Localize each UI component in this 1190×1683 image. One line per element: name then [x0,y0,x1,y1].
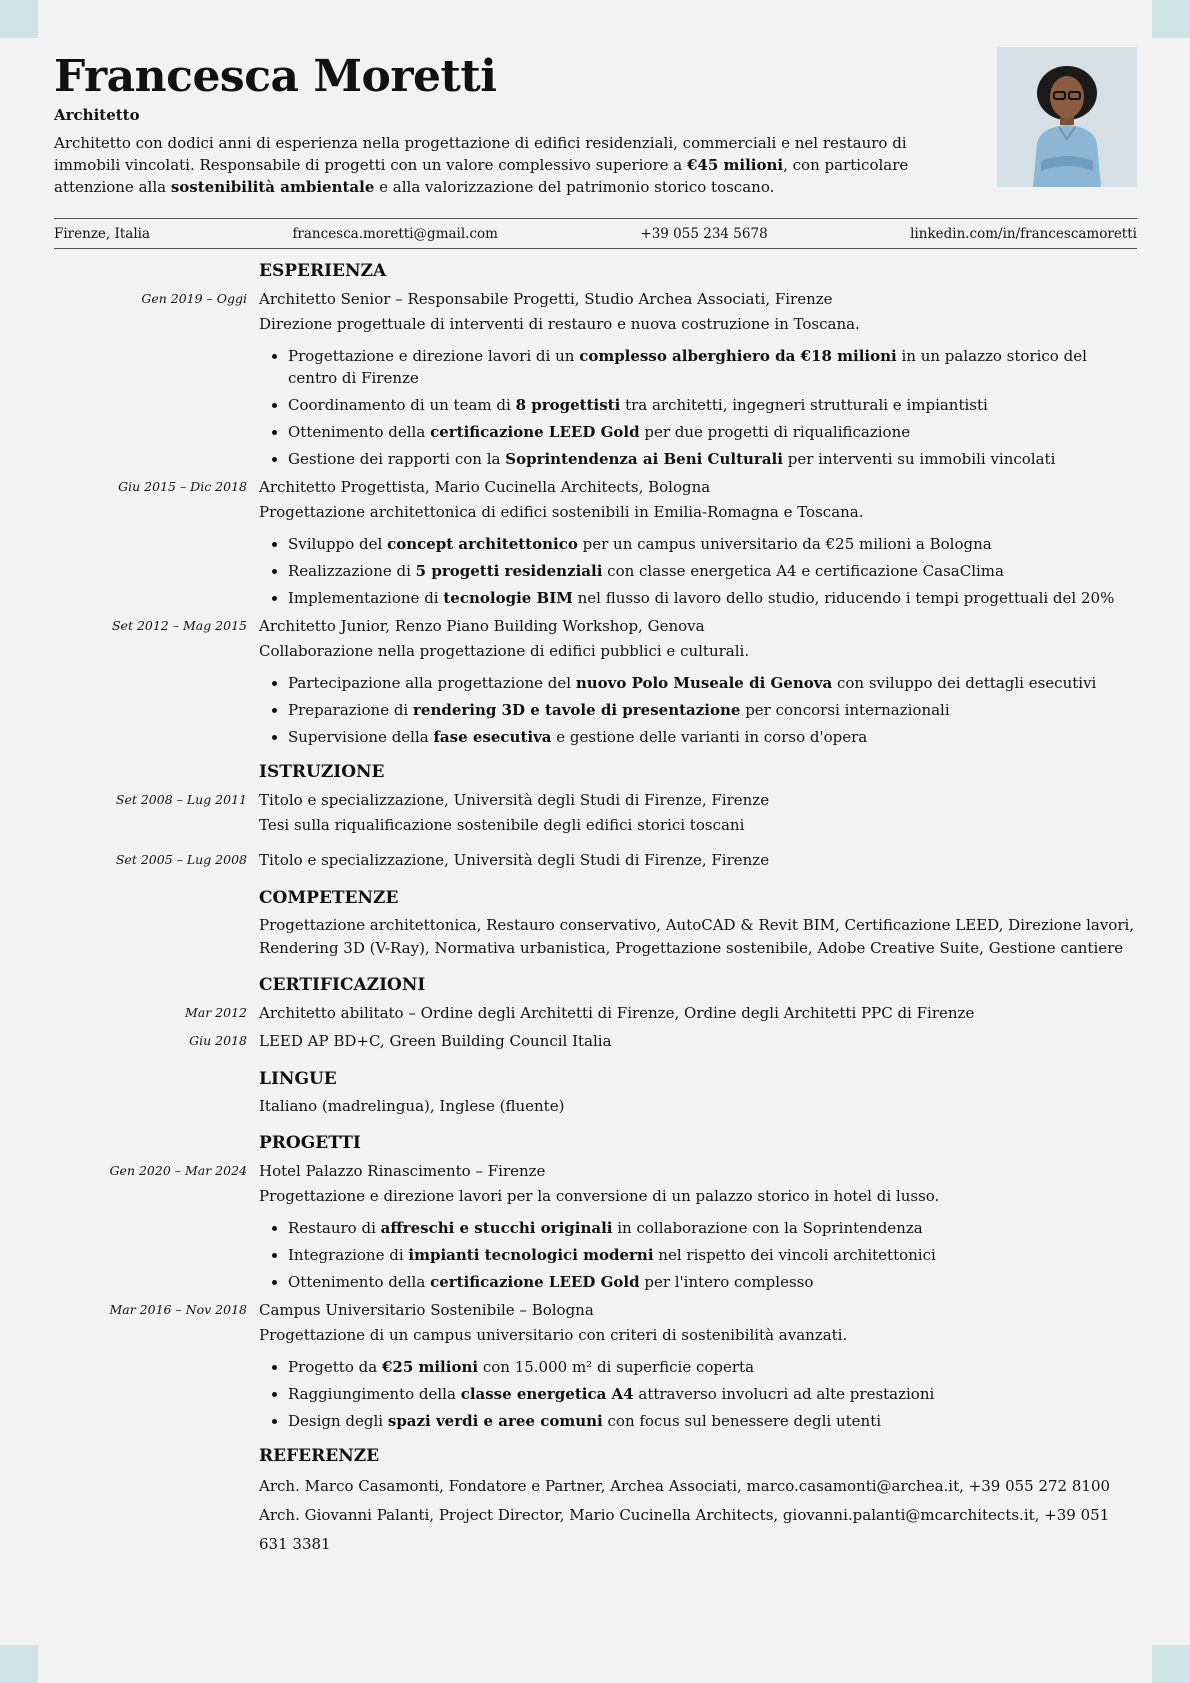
text-span: con sviluppo dei dettagli esecutivi [832,674,1097,692]
bullet-item [288,587,1137,609]
experience-entry [54,475,1137,614]
bullet-item [288,1356,1137,1378]
text-span: per due progetti di riqualificazione [639,423,911,441]
entry-date: Gen 2019 – Oggi [141,291,247,306]
email-link[interactable]: francesca.moretti@gmail.com [292,225,498,242]
skills-text: Progettazione architettonica, Restauro conservativo, AutoCAD & Revit BIM, Certificazione LEED, Direzione lavori, Rendering 3D (V-Ray), Normativa urbanistica, Progettazione sostenibile, Adobe Creative Suite, Gestione cantiere [259,916,1135,957]
bullet-item [288,560,1137,582]
bold-text: spazi verdi e aree comuni [387,1412,603,1430]
entry-description: Direzione progettuale di interventi di restauro e nuova costruzione in Toscana. [259,315,860,333]
bold-text: 5 progetti residenziali [415,562,603,580]
text-span: Progetto da [288,1358,382,1376]
bullet-item [288,394,1137,416]
bullet-item [288,1244,1137,1266]
entry-title: Architetto Senior – Responsabile Progetti, Studio Archea Associati, Firenze [259,290,833,308]
text-span: per concorsi internazionali [740,701,950,719]
section-title-experience: ESPERIENZA [259,261,387,281]
bold-text: affreschi e stucchi originali [380,1219,613,1237]
bullet-item [288,421,1137,443]
bullet-item [288,1410,1137,1432]
entry-bullets [259,1217,1137,1293]
text-span: Supervisione della [288,728,434,746]
entry-date: Mar 2012 [184,1005,247,1020]
text-span: tra architetti, ingegneri strutturali e impiantisti [620,396,988,414]
text-span: Ottenimento della [288,1273,431,1291]
bold-text: certificazione LEED Gold [430,423,640,441]
text-span: Restauro di [288,1219,381,1237]
entry-description: Collaborazione nella progettazione di edifici pubblici e culturali. [259,642,750,660]
bullet-item [288,448,1137,470]
bold-text: impianti tecnologici moderni [408,1246,654,1264]
resume-header [54,50,966,198]
text-span: per un campus universitario da €25 milioni a Bologna [577,535,992,553]
bold-text: €45 milioni [687,156,784,174]
entry-date: Giu 2015 – Dic 2018 [118,479,247,494]
bullet-item [288,726,1137,748]
phone-link[interactable]: +39 055 234 5678 [640,225,768,242]
linkedin-link[interactable]: linkedin.com/in/francescamoretti [910,225,1137,242]
project-entry [54,1298,1137,1437]
text-span: Coordinamento di un team di [288,396,516,414]
text-span: con classe energetica A4 e certificazione CasaClima [602,562,1004,580]
text-span: Raggiungimento della [288,1385,461,1403]
text-span: per interventi su immobili vincolati [782,450,1056,468]
entry-bullets [259,672,1137,748]
bullet-item [288,1271,1137,1293]
entry-title: Architetto Junior, Renzo Piano Building Workshop, Genova [259,617,705,635]
experience-entry [54,287,1137,475]
entry-description: Progettazione e direzione lavori per la conversione di un palazzo storico in hotel di lusso. [259,1187,940,1205]
text-span: , con particolare attenzione alla [54,156,909,196]
contact-bar [54,218,1137,249]
entry-date: Gen 2020 – Mar 2024 [109,1163,247,1178]
text-span: con 15.000 m² di superficie coperta [478,1358,755,1376]
text-span: Progettazione e direzione lavori di un [288,347,580,365]
bold-text: fase esecutiva [433,728,552,746]
entry-title: Architetto Progettista, Mario Cucinella Architects, Bologna [259,478,711,496]
entry-bullets [259,345,1137,470]
corner-decoration [0,0,38,38]
text-span: per l'intero complesso [639,1273,814,1291]
bold-text: certificazione LEED Gold [430,1273,640,1291]
bold-text: 8 progettisti [515,396,621,414]
bullet-item [288,699,1137,721]
text-span: con focus sul benessere degli utenti [602,1412,882,1430]
text-span: attraverso involucri ad alte prestazioni [633,1385,935,1403]
education-entry [54,848,1137,873]
text-span: in collaborazione con la Soprintendenza [612,1219,923,1237]
text-span: Realizzazione di [288,562,416,580]
certification-entry [54,1001,1137,1026]
text-span: Gestione dei rapporti con la [288,450,506,468]
bold-text: €25 milioni [381,1358,479,1376]
profile-photo-illustration [997,47,1137,187]
text-span: Sviluppo del [288,535,388,553]
corner-decoration [1152,1645,1190,1683]
languages-text: Italiano (madrelingua), Inglese (fluente) [259,1097,565,1115]
entry-date: Set 2008 – Lug 2011 [115,792,247,807]
entry-description: Tesi sulla riqualificazione sostenibile degli edifici storici toscani [259,816,745,834]
text-span: Implementazione di [288,589,444,607]
entry-date: Giu 2018 [189,1033,247,1048]
entry-title: Campus Universitario Sostenibile – Bologna [259,1301,594,1319]
certification-text: LEED AP BD+C, Green Building Council Italia [259,1032,612,1050]
entry-title: Titolo e specializzazione, Università degli Studi di Firenze, Firenze [259,791,770,809]
profile-summary [54,132,966,198]
section-title-references: REFERENZE [259,1446,380,1466]
profile-photo [997,47,1137,187]
section-title-projects: PROGETTI [259,1133,361,1153]
project-entry [54,1159,1137,1298]
experience-entry [54,614,1137,753]
certification-text: Architetto abilitato – Ordine degli Architetti di Firenze, Ordine degli Architetti PPC di Firenze [259,1004,975,1022]
entry-title: Titolo e specializzazione, Università degli Studi di Firenze, Firenze [259,851,770,869]
bold-text: sostenibilità ambientale [170,178,375,196]
section-title-certifications: CERTIFICAZIONI [259,975,426,995]
reference-item: Arch. Giovanni Palanti, Project Director, Mario Cucinella Architects, giovanni.palanti@mcarchitects.it, +39 051 631 3381 [259,1506,1110,1553]
bullet-item [288,533,1137,555]
entry-description: Progettazione architettonica di edifici sostenibili in Emilia-Romagna e Toscana. [259,503,864,521]
bold-text: classe energetica A4 [460,1385,634,1403]
bold-text: nuovo Polo Museale di Genova [575,674,833,692]
entry-date: Set 2005 – Lug 2008 [115,852,247,867]
text-span: e alla valorizzazione del patrimonio storico toscano. [374,178,775,196]
bold-text: complesso alberghiero da €18 milioni [579,347,897,365]
entry-date: Set 2012 – Mag 2015 [111,618,247,633]
bullet-item [288,1383,1137,1405]
corner-decoration [0,1645,38,1683]
text-span: e gestione delle varianti in corso d'opera [551,728,868,746]
text-span: Partecipazione alla progettazione del [288,674,576,692]
entry-bullets [259,1356,1137,1432]
text-span: Design degli [288,1412,388,1430]
location-text: Firenze, Italia [54,225,150,242]
section-title-education: ISTRUZIONE [259,762,385,782]
certification-entry [54,1029,1137,1054]
reference-item: Arch. Marco Casamonti, Fondatore e Partner, Archea Associati, marco.casamonti@archea.it, +39 055 272 8100 [259,1477,1111,1495]
text-span: Ottenimento della [288,423,431,441]
bold-text: concept architettonico [387,535,578,553]
bold-text: tecnologie BIM [443,589,573,607]
corner-decoration [1152,0,1190,38]
text-span: Architetto con dodici anni di esperienza nella progettazione di edifici residenziali, commerciali e nel restauro di immobili vincolati. Responsabile di progetti con un valore complessivo superiore a [54,134,907,174]
candidate-role: Architetto [54,106,140,124]
entry-description: Progettazione di un campus universitario con criteri di sostenibilità avanzati. [259,1326,848,1344]
entry-title: Hotel Palazzo Rinascimento – Firenze [259,1162,546,1180]
section-title-languages: LINGUE [259,1069,337,1089]
experience-list [54,287,1137,753]
candidate-name: Francesca Moretti [54,51,497,102]
text-span: Preparazione di [288,701,414,719]
section-title-skills: COMPETENZE [259,888,399,908]
entry-date: Mar 2016 – Nov 2018 [109,1302,247,1317]
text-span: nel flusso di lavoro dello studio, riducendo i tempi progettuali del 20% [572,589,1115,607]
bullet-item [288,1217,1137,1239]
text-span: in un palazzo storico del centro di Firenze [288,347,1087,387]
bold-text: rendering 3D e tavole di presentazione [413,701,741,719]
resume-body [54,260,1137,1559]
bullet-item [288,345,1137,389]
education-entry [54,788,1137,838]
bullet-item [288,672,1137,694]
bold-text: Soprintendenza ai Beni Culturali [505,450,783,468]
text-span: Integrazione di [288,1246,409,1264]
text-span: nel rispetto dei vincoli architettonici [653,1246,936,1264]
entry-bullets [259,533,1137,609]
